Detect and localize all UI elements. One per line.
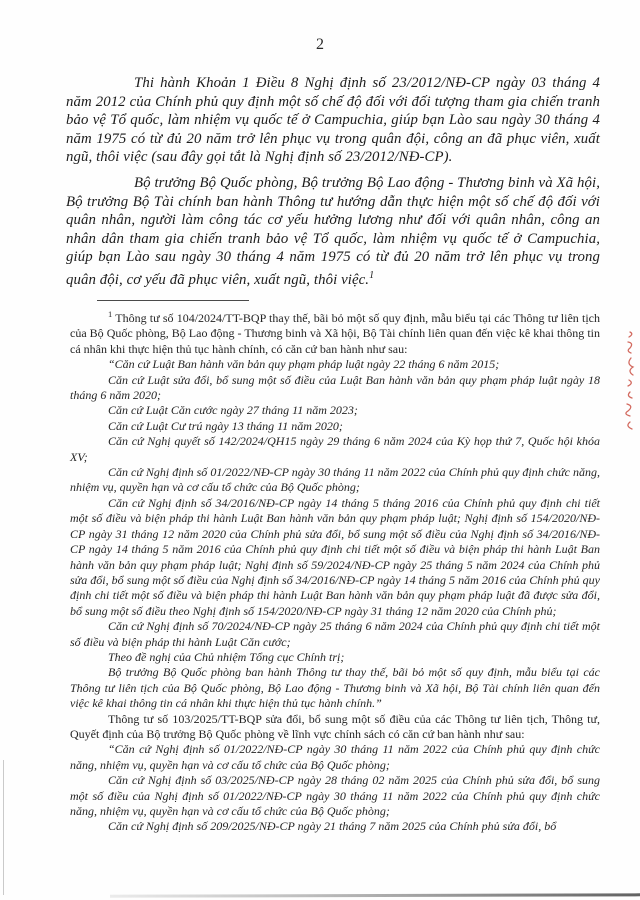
footnote-intro <box>70 307 600 357</box>
footnote-intro-text: Thông tư số 104/2024/TT-BQP thay thế, bãi bỏ một số quy định, mẫu biểu tại các Thông tư liên tịch của Bộ Quốc phòng, Bộ Lao động - Thương binh và Xã hội, Bộ Tài chính liên quan đến việc kê khai thông tin cá nhân khi thực hiện thủ tục hành chính, có căn cứ ban hành như sau: <box>70 311 600 356</box>
page-left-edge-artifact <box>3 760 4 895</box>
footnote-citation: “Căn cứ Luật Ban hành văn bản quy phạm pháp luật ngày 22 tháng 6 năm 2015; <box>108 357 500 372</box>
footnote-citation: Căn cứ Luật Căn cước ngày 27 tháng 11 năm 2023; <box>108 403 358 418</box>
footnote-citation: Căn cứ Nghị định số 01/2022/NĐ-CP ngày 30 tháng 11 năm 2022 của Chính phủ quy định chức năng, nhiệm vụ, quyền hạn và cơ cấu tổ chức của Bộ Quốc phòng; <box>70 465 600 495</box>
footnote-intro-2: Thông tư số 103/2025/TT-BQP sửa đổi, bổ sung một số điều của các Thông tư liên tịch, Thông tư, Quyết định của Bộ trưởng Bộ Quốc phòng về lĩnh vực chính sách có căn cứ ban hành như sau: <box>70 711 600 741</box>
footnote-separator <box>97 300 249 301</box>
footnote-section <box>70 300 600 835</box>
footnote-citation: Bộ trưởng Bộ Quốc phòng ban hành Thông tư thay thế, bãi bỏ một số quy định, mẫu biểu tại các Thông tư liên tịch của Bộ Quốc phòng, Bộ Lao động - Thương binh và Xã hội, Bộ Tài chính liên quan đến việc kê khai thông tin cá nhân khi thực hiện thủ tục hành chính.” <box>70 665 600 711</box>
footnote-citation: Căn cứ Nghị định số 209/2025/NĐ-CP ngày 21 tháng 7 năm 2025 của Chính phủ sửa đổi, bổ <box>108 819 557 834</box>
footnote-reference: 1 <box>369 269 375 281</box>
footnote-citation: “Căn cứ Nghị định số 01/2022/NĐ-CP ngày 30 tháng 11 năm 2022 của Chính phủ quy định chức năng, nhiệm vụ, quyền hạn và cơ cấu tổ chức của Bộ Quốc phòng; <box>70 742 600 772</box>
footnote-citation: Theo đề nghị của Chủ nhiệm Tổng cục Chính trị; <box>108 649 345 664</box>
footnote-marker: 1 <box>108 309 113 319</box>
body-paragraph-2-text: Bộ trưởng Bộ Quốc phòng, Bộ trưởng Bộ Lao động - Thương binh và Xã hội, Bộ trưởng Bộ Tài chính ban hành Thông tư hướng dẫn thực hiện một số chế độ đối với quân nhân, người làm công tác cơ yếu hưởng lương như đối với quân nhân, công an nhân dân tham gia chiến tranh bảo vệ Tổ quốc, làm nhiệm vụ quốc tế ở Campuchia, giúp bạn Lào sau ngày 30 tháng 4 năm 1975 có từ đủ 20 năm trở lên phục vụ trong quân đội, cơ yếu đã phục viên, xuất ngũ, thôi việc. <box>66 174 600 288</box>
footnote-citation: Căn cứ Nghị định số 70/2024/NĐ-CP ngày 25 tháng 6 năm 2024 của Chính phủ quy định chi tiết một số điều và biện pháp thi hành Luật Căn cước; <box>70 619 600 649</box>
page-number: 2 <box>316 36 324 53</box>
body-paragraph-2 <box>66 174 600 289</box>
footnote-citation: Căn cứ Nghị định số 34/2016/NĐ-CP ngày 14 tháng 5 tháng 2016 của Chính phủ quy định chi tiết một số điều và biện pháp thi hành Luật Ban hành văn bản quy phạm pháp luật; Nghị định số 154/2020/NĐ- CP ngày 31 tháng 12 năm 2020 của Chính phủ sửa đổi, bổ sung một số điều của Nghị định số 34/2016/NĐ-CP ngày 14 tháng 5 năm 2016 của Chính phủ quy định chi tiết một số điều và biện pháp thi hành Luật Ban hành văn bản quy phạm pháp luật; Nghị định số 59/2024/NĐ-CP ngày 25 tháng 5 năm 2024 của Chính phủ sửa đổi, bổ sung một số điều của Nghị định số 34/2016/NĐ-CP ngày 14 tháng 5 năm 2016 của Chính phủ quy định chi tiết một số điều và biện pháp thi hành Luật Ban hành văn bản quy phạm pháp luật đã được sửa đổi, bổ sung một số điều theo Nghị định số 154/2020/NĐ-CP ngày 31 tháng 12 năm 2020 của Chính phủ; <box>70 495 600 618</box>
footnote-citation: Căn cứ Luật sửa đổi, bổ sung một số điều của Luật Ban hành văn bản quy phạm pháp luật ngày 18 tháng 6 năm 2020; <box>70 372 600 403</box>
footnote-citation: Căn cứ Nghị định số 03/2025/NĐ-CP ngày 28 tháng 02 năm 2025 của Chính phủ sửa đổi, bổ sung một số điều của Nghị định số 01/2022/NĐ-CP ngày 30 tháng 11 năm 2022 của Chính phủ quy định chức năng, nhiệm vụ, quyền hạn và cơ cấu tổ chức của Bộ Quốc phòng; <box>70 773 600 818</box>
body-paragraph-1: Thi hành Khoản 1 Điều 8 Nghị định số 23/2012/NĐ-CP ngày 03 tháng 4 năm 2012 của Chính phủ quy định một số chế độ đối với đối tượng tham gia chiến tranh bảo vệ Tổ quốc, làm nhiệm vụ quốc tế ở Campuchia, giúp bạn Lào sau ngày 30 tháng 4 năm 1975 có từ đủ 20 năm trở lên phục vụ trong quân đội, công an đã phục viên, xuất ngũ, thôi việc (sau đây gọi tắt là Nghị định số 23/2012/NĐ-CP). <box>66 75 600 166</box>
page-bottom-edge-shadow <box>110 893 640 897</box>
document-body <box>66 74 600 289</box>
footnote-citation: Căn cứ Nghị quyết số 142/2024/QH15 ngày 29 tháng 6 năm 2024 của Kỳ họp thứ 7, Quốc hội khóa XV; <box>70 434 600 464</box>
red-ink-marginalia <box>618 328 640 438</box>
footnote-citation: Căn cứ Luật Cư trú ngày 13 tháng 11 năm 2020; <box>108 418 343 433</box>
